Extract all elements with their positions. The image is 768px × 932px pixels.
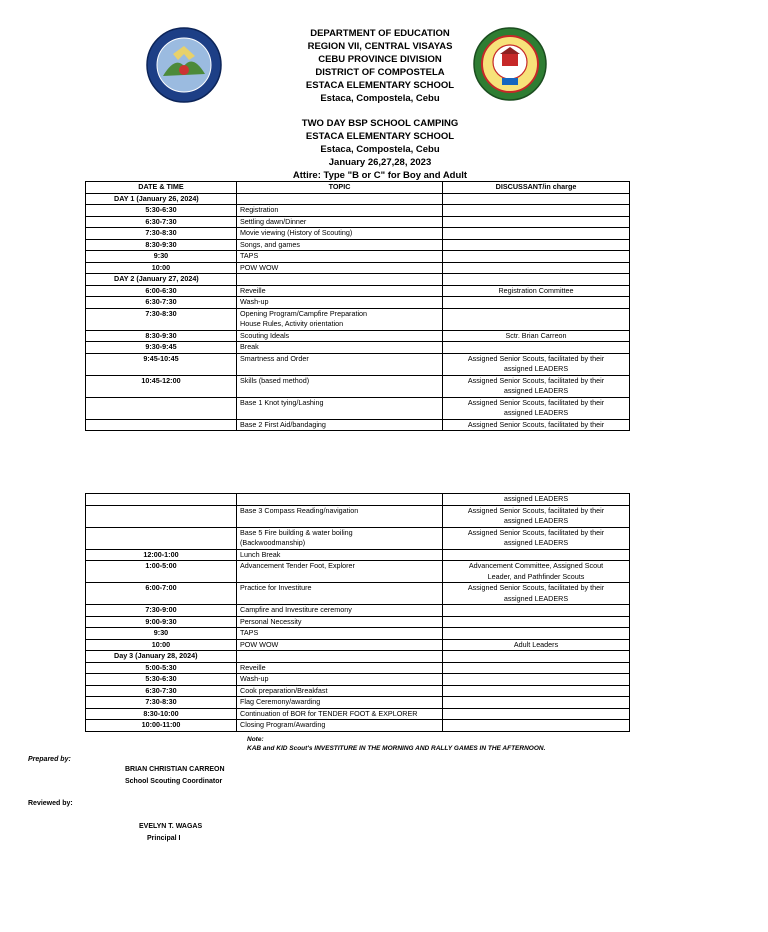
discussant-cell: Assigned Senior Scouts, facilitated by their assigned LEADERS xyxy=(443,583,630,605)
time-cell: 5:30-6:30 xyxy=(86,205,237,217)
table-row xyxy=(86,239,630,251)
reviewed-by-title: Principal I xyxy=(147,835,181,842)
table-header-row xyxy=(86,182,630,194)
topic-cell: Scouting Ideals xyxy=(237,330,443,342)
topic-cell: Continuation of BOR for TENDER FOOT & EXPLORER xyxy=(237,708,443,720)
time-cell xyxy=(86,397,237,419)
topic-cell: Settling dawn/Dinner xyxy=(237,216,443,228)
topic-cell xyxy=(237,274,443,286)
discussant-cell xyxy=(443,297,630,309)
day-header-row xyxy=(86,193,630,205)
time-cell: 12:00-1:00 xyxy=(86,549,237,561)
time-cell xyxy=(86,505,237,527)
time-cell xyxy=(86,419,237,431)
topic-cell: Registration xyxy=(237,205,443,217)
discussant-cell: Assigned Senior Scouts, facilitated by their assigned LEADERS xyxy=(443,527,630,549)
prepared-by-title: School Scouting Coordinator xyxy=(125,778,223,785)
table-row xyxy=(86,685,630,697)
discussant-cell xyxy=(443,651,630,663)
discussant-cell: Assigned Senior Scouts, facilitated by their xyxy=(443,419,630,431)
discussant-cell xyxy=(443,251,630,263)
discussant-cell: Adult Leaders xyxy=(443,639,630,651)
day-header-row xyxy=(86,274,630,286)
time-cell: 5:00-5:30 xyxy=(86,662,237,674)
topic-cell: Reveille xyxy=(237,662,443,674)
discussant-cell xyxy=(443,308,630,330)
table-row xyxy=(86,561,630,583)
discussant-cell xyxy=(443,193,630,205)
table-row xyxy=(86,262,630,274)
topic-cell: Base 5 Fire building & water boiling (Backwoodmanship) xyxy=(237,527,443,549)
discussant-cell xyxy=(443,685,630,697)
discussant-cell: assigned LEADERS xyxy=(443,494,630,506)
topic-cell: TAPS xyxy=(237,628,443,640)
event-line: ESTACA ELEMENTARY SCHOOL xyxy=(305,131,455,142)
discussant-cell xyxy=(443,720,630,732)
schedule-table-part1 xyxy=(85,181,630,431)
header-line: DEPARTMENT OF EDUCATION xyxy=(310,28,450,39)
topic-cell: Wash-up xyxy=(237,674,443,686)
table-row xyxy=(86,720,630,732)
topic-cell: Campfire and Investiture ceremony xyxy=(237,605,443,617)
header-line: CEBU PROVINCE DIVISION xyxy=(318,54,442,65)
time-cell: 5:30-6:30 xyxy=(86,674,237,686)
discussant-cell xyxy=(443,228,630,240)
table-row xyxy=(86,308,630,330)
topic-cell: Closing Program/Awarding xyxy=(237,720,443,732)
topic-cell: Wash-up xyxy=(237,297,443,309)
table-row xyxy=(86,353,630,375)
table-row xyxy=(86,375,630,397)
col-header-topic: TOPIC xyxy=(237,182,443,194)
table-row xyxy=(86,527,630,549)
event-line: January 26,27,28, 2023 xyxy=(328,157,432,168)
topic-cell xyxy=(237,651,443,663)
day-label: DAY 1 (January 26, 2024) xyxy=(86,193,237,205)
discussant-cell xyxy=(443,697,630,709)
time-cell: 7:30-9:00 xyxy=(86,605,237,617)
topic-cell: Opening Program/Campfire Preparation House Rules, Activity orientation xyxy=(237,308,443,330)
time-cell: 9:30 xyxy=(86,251,237,263)
time-cell: 7:30-8:30 xyxy=(86,308,237,330)
table-row xyxy=(86,697,630,709)
note-label: Note: xyxy=(247,736,264,743)
table-row xyxy=(86,419,630,431)
event-line: Estaca, Compostela, Cebu xyxy=(320,144,440,155)
discussant-cell xyxy=(443,262,630,274)
discussant-cell: Assigned Senior Scouts, facilitated by their assigned LEADERS xyxy=(443,375,630,397)
division-seal-logo xyxy=(145,26,223,104)
note-text: KAB and KID Scout's INVESTITURE IN THE MORNING AND RALLY GAMES IN THE AFTERNOON. xyxy=(247,745,546,752)
table-row xyxy=(86,674,630,686)
discussant-cell: Assigned Senior Scouts, facilitated by their assigned LEADERS xyxy=(443,353,630,375)
table-row xyxy=(86,397,630,419)
topic-cell: Skills (based method) xyxy=(237,375,443,397)
topic-cell: Advancement Tender Foot, Explorer xyxy=(237,561,443,583)
time-cell: 6:30-7:30 xyxy=(86,685,237,697)
topic-cell: POW WOW xyxy=(237,262,443,274)
day-label: DAY 2 (January 27, 2024) xyxy=(86,274,237,286)
time-cell: 8:30-9:30 xyxy=(86,330,237,342)
topic-cell: Base 1 Knot tying/Lashing xyxy=(237,397,443,419)
topic-cell: POW WOW xyxy=(237,639,443,651)
time-cell: 10:00 xyxy=(86,639,237,651)
day-header-row xyxy=(86,651,630,663)
table-row xyxy=(86,330,630,342)
header-line: ESTACA ELEMENTARY SCHOOL xyxy=(305,80,455,91)
time-cell: 9:00-9:30 xyxy=(86,616,237,628)
header-line: Estaca, Compostela, Cebu xyxy=(320,93,440,104)
discussant-cell xyxy=(443,628,630,640)
time-cell: 9:30 xyxy=(86,628,237,640)
discussant-cell xyxy=(443,239,630,251)
time-cell: 6:00-7:00 xyxy=(86,583,237,605)
discussant-cell: Registration Committee xyxy=(443,285,630,297)
discussant-cell xyxy=(443,616,630,628)
col-header-discussant: DISCUSSANT/in charge xyxy=(443,182,630,194)
time-cell xyxy=(86,527,237,549)
time-cell: 6:30-7:30 xyxy=(86,216,237,228)
topic-cell: Practice for Investiture xyxy=(237,583,443,605)
table-row xyxy=(86,342,630,354)
reviewed-by-label: Reviewed by: xyxy=(28,800,73,807)
table-row xyxy=(86,662,630,674)
topic-cell: Personal Necessity xyxy=(237,616,443,628)
table-row xyxy=(86,297,630,309)
discussant-cell: Advancement Committee, Assigned Scout Leader, and Pathfinder Scouts xyxy=(443,561,630,583)
topic-cell: Movie viewing (History of Scouting) xyxy=(237,228,443,240)
discussant-cell: Assigned Senior Scouts, facilitated by their assigned LEADERS xyxy=(443,505,630,527)
schedule-table-part2 xyxy=(85,493,630,732)
discussant-cell xyxy=(443,605,630,617)
topic-cell: Smartness and Order xyxy=(237,353,443,375)
event-line: TWO DAY BSP SCHOOL CAMPING xyxy=(301,118,459,129)
discussant-cell xyxy=(443,708,630,720)
table-row xyxy=(86,205,630,217)
topic-cell: Base 2 First Aid/bandaging xyxy=(237,419,443,431)
time-cell: 9:30-9:45 xyxy=(86,342,237,354)
time-cell: 10:00 xyxy=(86,262,237,274)
reviewed-by-name: EVELYN T. WAGAS xyxy=(139,823,203,830)
discussant-cell xyxy=(443,216,630,228)
time-cell: 8:30-10:00 xyxy=(86,708,237,720)
table-row xyxy=(86,628,630,640)
header-line: DISTRICT OF COMPOSTELA xyxy=(315,67,445,78)
prepared-by-name: BRIAN CHRISTIAN CARREON xyxy=(125,766,225,773)
topic-cell: Cook preparation/Breakfast xyxy=(237,685,443,697)
discussant-cell xyxy=(443,274,630,286)
table-row xyxy=(86,616,630,628)
event-title-block xyxy=(260,117,500,182)
table-row xyxy=(86,494,630,506)
discussant-cell xyxy=(443,205,630,217)
time-cell: 1:00-5:00 xyxy=(86,561,237,583)
time-cell: 8:30-9:30 xyxy=(86,239,237,251)
topic-cell xyxy=(237,494,443,506)
discussant-cell: Assigned Senior Scouts, facilitated by their assigned LEADERS xyxy=(443,397,630,419)
table-row xyxy=(86,285,630,297)
topic-cell: Reveille xyxy=(237,285,443,297)
table-row xyxy=(86,251,630,263)
time-cell: 10:45-12:00 xyxy=(86,375,237,397)
discussant-cell xyxy=(443,674,630,686)
discussant-cell xyxy=(443,549,630,561)
header-line: REGION VII, CENTRAL VISAYAS xyxy=(307,41,453,52)
discussant-cell xyxy=(443,342,630,354)
time-cell xyxy=(86,494,237,506)
table-row xyxy=(86,708,630,720)
time-cell: 7:30-8:30 xyxy=(86,697,237,709)
topic-cell: Lunch Break xyxy=(237,549,443,561)
table-row xyxy=(86,505,630,527)
topic-cell: Flag Ceremony/awarding xyxy=(237,697,443,709)
time-cell: 9:45-10:45 xyxy=(86,353,237,375)
topic-cell: Base 3 Compass Reading/navigation xyxy=(237,505,443,527)
day-label: Day 3 (January 28, 2024) xyxy=(86,651,237,663)
time-cell: 6:30-7:30 xyxy=(86,297,237,309)
table-row xyxy=(86,639,630,651)
topic-cell: Break xyxy=(237,342,443,354)
topic-cell xyxy=(237,193,443,205)
time-cell: 6:00-6:30 xyxy=(86,285,237,297)
table-row xyxy=(86,549,630,561)
table-row xyxy=(86,216,630,228)
prepared-by-label: Prepared by: xyxy=(28,756,71,763)
table-row xyxy=(86,583,630,605)
document-header xyxy=(260,27,500,105)
table-row xyxy=(86,605,630,617)
time-cell: 7:30-8:30 xyxy=(86,228,237,240)
discussant-cell: Sctr. Brian Carreon xyxy=(443,330,630,342)
attire-line: Attire: Type "B or C" for Boy and Adult xyxy=(292,170,468,181)
table-row xyxy=(86,228,630,240)
topic-cell: TAPS xyxy=(237,251,443,263)
time-cell: 10:00-11:00 xyxy=(86,720,237,732)
col-header-date: DATE & TIME xyxy=(86,182,237,194)
discussant-cell xyxy=(443,662,630,674)
topic-cell: Songs, and games xyxy=(237,239,443,251)
